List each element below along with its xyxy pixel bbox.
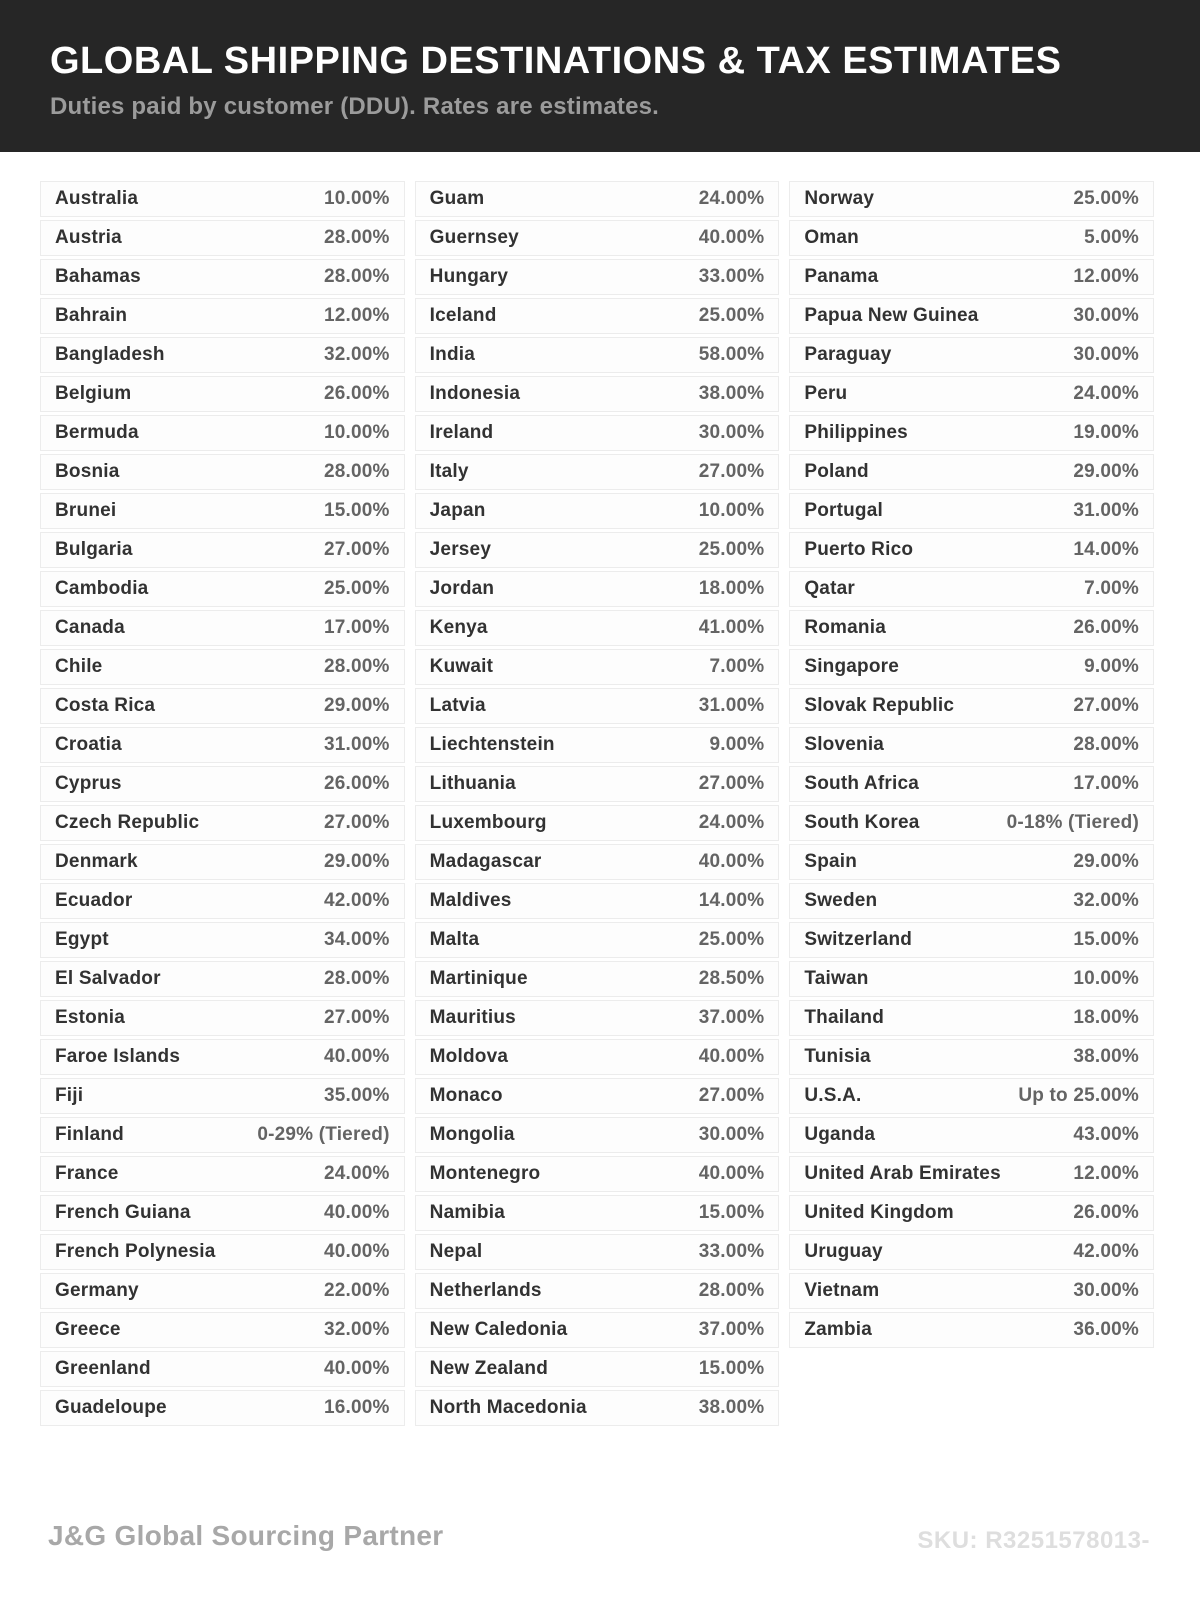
table-row <box>789 1312 1154 1348</box>
country-name: El Salvador <box>55 968 161 989</box>
table-row <box>40 922 405 958</box>
rate-value: 40.00% <box>324 1202 390 1223</box>
rate-value: 0-29% (Tiered) <box>257 1124 390 1145</box>
rate-value: 31.00% <box>324 734 390 755</box>
country-name: Kenya <box>429 617 488 638</box>
rate-value: 28.00% <box>1073 734 1139 755</box>
rate-value: 16.00% <box>324 1397 390 1418</box>
rate-value: 42.00% <box>324 890 390 911</box>
table-row <box>789 532 1154 568</box>
rate-value: 15.00% <box>1073 929 1139 950</box>
table-row <box>40 493 405 529</box>
table-row <box>415 571 780 607</box>
rate-value: 9.00% <box>709 734 765 755</box>
rate-value: 24.00% <box>1073 383 1139 404</box>
rate-value: 28.00% <box>324 656 390 677</box>
country-name: Ireland <box>429 422 494 443</box>
country-name: Martinique <box>429 968 528 989</box>
country-name: Paraguay <box>804 344 892 365</box>
country-name: Indonesia <box>429 383 521 404</box>
country-name: Uganda <box>804 1124 876 1145</box>
country-name: Ecuador <box>55 890 133 911</box>
table-row <box>789 376 1154 412</box>
table-row <box>40 415 405 451</box>
table-row <box>40 727 405 763</box>
rate-value: 26.00% <box>324 383 390 404</box>
table-row <box>415 1312 780 1348</box>
table-row <box>415 298 780 334</box>
rate-value: 33.00% <box>698 266 765 287</box>
rate-value: 27.00% <box>1073 695 1139 716</box>
table-row <box>415 337 780 373</box>
rate-value: 27.00% <box>698 1085 765 1106</box>
table-row <box>40 649 405 685</box>
country-name: Latvia <box>429 695 486 716</box>
rate-value: 25.00% <box>698 539 765 560</box>
rate-value: Up to 25.00% <box>1018 1085 1139 1106</box>
table-row <box>40 298 405 334</box>
country-name: Oman <box>804 227 859 248</box>
country-name: Qatar <box>804 578 855 599</box>
country-name: Luxembourg <box>429 812 547 833</box>
table-row <box>789 571 1154 607</box>
rate-value: 40.00% <box>698 1046 765 1067</box>
rate-value: 27.00% <box>324 1007 390 1028</box>
rate-value: 14.00% <box>1073 539 1139 560</box>
table-row <box>40 805 405 841</box>
rate-value: 15.00% <box>324 500 390 521</box>
rate-value: 42.00% <box>1073 1241 1139 1262</box>
country-name: Switzerland <box>804 929 913 950</box>
table-row <box>789 181 1154 217</box>
rate-value: 34.00% <box>324 929 390 950</box>
country-name: Brunei <box>55 500 117 521</box>
table-column-2 <box>415 181 780 1429</box>
footer-brand: J&G Global Sourcing Partner <box>48 1520 444 1551</box>
table-row <box>40 376 405 412</box>
rate-value: 38.00% <box>698 383 765 404</box>
table-row <box>789 1156 1154 1192</box>
country-name: Australia <box>55 188 139 209</box>
table-row <box>789 649 1154 685</box>
country-name: Italy <box>429 461 469 482</box>
country-name: Estonia <box>55 1007 126 1028</box>
rate-value: 30.00% <box>698 422 765 443</box>
country-name: Guernsey <box>429 227 519 248</box>
country-name: Zambia <box>804 1319 873 1340</box>
table-row <box>40 883 405 919</box>
rate-value: 58.00% <box>698 344 765 365</box>
table-row <box>40 571 405 607</box>
rate-value: 27.00% <box>324 812 390 833</box>
rate-value: 28.00% <box>324 968 390 989</box>
rate-value: 27.00% <box>698 461 765 482</box>
table-row <box>415 532 780 568</box>
header-banner <box>0 0 1200 152</box>
table-row <box>40 337 405 373</box>
rate-value: 10.00% <box>1073 968 1139 989</box>
table-row <box>789 883 1154 919</box>
rate-value: 12.00% <box>1073 266 1139 287</box>
country-name: Germany <box>55 1280 139 1301</box>
footer-sku: SKU: R3251578013- <box>917 1527 1150 1554</box>
table-row <box>789 688 1154 724</box>
table-row <box>40 1039 405 1075</box>
table-row <box>789 1273 1154 1309</box>
table-row <box>40 181 405 217</box>
rate-value: 24.00% <box>698 188 765 209</box>
rate-value: 28.00% <box>324 461 390 482</box>
country-name: Papua New Guinea <box>804 305 979 326</box>
rate-value: 15.00% <box>698 1358 765 1379</box>
country-name: Egypt <box>55 929 109 950</box>
country-name: Faroe Islands <box>55 1046 181 1067</box>
rate-value: 18.00% <box>698 578 765 599</box>
rate-value: 9.00% <box>1084 656 1139 677</box>
country-name: Bulgaria <box>55 539 133 560</box>
table-row <box>415 649 780 685</box>
table-row <box>789 766 1154 802</box>
rate-value: 38.00% <box>698 1397 765 1418</box>
country-name: New Zealand <box>429 1358 548 1379</box>
table-row <box>415 493 780 529</box>
rate-value: 40.00% <box>324 1046 390 1067</box>
table-row <box>40 766 405 802</box>
table-row <box>40 259 405 295</box>
rate-value: 37.00% <box>698 1319 765 1340</box>
rate-value: 25.00% <box>698 305 765 326</box>
rate-value: 29.00% <box>324 851 390 872</box>
table-row <box>789 805 1154 841</box>
country-name: Bermuda <box>55 422 139 443</box>
table-row <box>789 1195 1154 1231</box>
country-name: United Arab Emirates <box>804 1163 1001 1184</box>
country-name: Liechtenstein <box>429 734 555 755</box>
table-row <box>789 1039 1154 1075</box>
rate-value: 40.00% <box>324 1241 390 1262</box>
country-name: Uruguay <box>804 1241 883 1262</box>
rate-value: 27.00% <box>698 773 765 794</box>
table-row <box>415 1234 780 1270</box>
table-row <box>40 688 405 724</box>
rate-value: 32.00% <box>324 1319 390 1340</box>
country-name: Lithuania <box>429 773 516 794</box>
rate-value: 17.00% <box>1073 773 1139 794</box>
country-name: Mongolia <box>429 1124 515 1145</box>
country-name: Sweden <box>804 890 878 911</box>
table-row <box>40 844 405 880</box>
table-row <box>789 337 1154 373</box>
rate-value: 28.50% <box>698 968 765 989</box>
country-name: Portugal <box>804 500 883 521</box>
rate-value: 27.00% <box>324 539 390 560</box>
country-name: Chile <box>55 656 103 677</box>
country-name: French Guiana <box>55 1202 191 1223</box>
rate-value: 40.00% <box>698 1163 765 1184</box>
rate-value: 29.00% <box>324 695 390 716</box>
table-row <box>40 1312 405 1348</box>
rate-value: 32.00% <box>324 344 390 365</box>
table-row <box>40 532 405 568</box>
country-name: Fiji <box>55 1085 84 1106</box>
table-row <box>40 1000 405 1036</box>
table-row <box>40 1351 405 1387</box>
page-title: GLOBAL SHIPPING DESTINATIONS & TAX ESTIMATES <box>50 40 1062 82</box>
table-row <box>789 1000 1154 1036</box>
table-row <box>789 454 1154 490</box>
country-name: South Korea <box>804 812 920 833</box>
table-row <box>415 1351 780 1387</box>
table-row <box>40 220 405 256</box>
country-name: Guam <box>429 188 485 209</box>
country-name: Spain <box>804 851 858 872</box>
table-row <box>415 415 780 451</box>
country-name: Iceland <box>429 305 497 326</box>
rate-value: 24.00% <box>324 1163 390 1184</box>
country-name: Croatia <box>55 734 122 755</box>
country-name: France <box>55 1163 119 1184</box>
country-name: Vietnam <box>804 1280 880 1301</box>
country-name: Czech Republic <box>55 812 200 833</box>
country-name: Peru <box>804 383 848 404</box>
table-row <box>415 883 780 919</box>
rate-value: 36.00% <box>1073 1319 1139 1340</box>
rate-value: 25.00% <box>698 929 765 950</box>
table-row <box>789 961 1154 997</box>
country-name: Slovenia <box>804 734 885 755</box>
table-row <box>415 376 780 412</box>
country-name: Hungary <box>429 266 509 287</box>
table-row <box>415 259 780 295</box>
table-row <box>415 1000 780 1036</box>
rate-value: 37.00% <box>698 1007 765 1028</box>
rate-value: 43.00% <box>1073 1124 1139 1145</box>
table-row <box>789 610 1154 646</box>
rate-value: 40.00% <box>324 1358 390 1379</box>
table-row <box>415 922 780 958</box>
country-name: Greece <box>55 1319 121 1340</box>
country-name: Bahamas <box>55 266 141 287</box>
table-row <box>415 805 780 841</box>
country-name: Bahrain <box>55 305 128 326</box>
rate-value: 25.00% <box>324 578 390 599</box>
country-name: Jersey <box>429 539 492 560</box>
table-row <box>415 1078 780 1114</box>
table-row <box>415 1039 780 1075</box>
country-name: South Africa <box>804 773 919 794</box>
country-name: Malta <box>429 929 480 950</box>
page-subtitle: Duties paid by customer (DDU). Rates are estimates. <box>50 93 660 120</box>
table-row <box>415 961 780 997</box>
rate-value: 30.00% <box>1073 1280 1139 1301</box>
country-name: Slovak Republic <box>804 695 955 716</box>
country-name: Kuwait <box>429 656 494 677</box>
table-row <box>415 181 780 217</box>
country-name: Finland <box>55 1124 124 1145</box>
country-name: Philippines <box>804 422 908 443</box>
country-name: Bosnia <box>55 461 120 482</box>
rate-value: 17.00% <box>324 617 390 638</box>
country-name: Maldives <box>429 890 512 911</box>
rate-value: 19.00% <box>1073 422 1139 443</box>
table-row <box>415 1117 780 1153</box>
country-name: Mauritius <box>429 1007 516 1028</box>
rate-value: 29.00% <box>1073 851 1139 872</box>
table-row <box>40 1078 405 1114</box>
country-name: Costa Rica <box>55 695 156 716</box>
rate-value: 10.00% <box>698 500 765 521</box>
table-row <box>415 727 780 763</box>
rate-value: 29.00% <box>1073 461 1139 482</box>
table-row <box>415 454 780 490</box>
country-name: Moldova <box>429 1046 509 1067</box>
table-row <box>789 922 1154 958</box>
table-row <box>415 844 780 880</box>
table-row <box>415 1156 780 1192</box>
country-name: Montenegro <box>429 1163 541 1184</box>
table-row <box>40 1156 405 1192</box>
rate-value: 15.00% <box>698 1202 765 1223</box>
rate-value: 18.00% <box>1073 1007 1139 1028</box>
table-row <box>415 1390 780 1426</box>
table-row <box>789 493 1154 529</box>
rate-value: 12.00% <box>324 305 390 326</box>
rate-value: 5.00% <box>1084 227 1139 248</box>
country-name: United Kingdom <box>804 1202 954 1223</box>
country-name: Jordan <box>429 578 495 599</box>
country-name: New Caledonia <box>429 1319 568 1340</box>
table-row <box>40 610 405 646</box>
table-row <box>415 688 780 724</box>
country-name: Romania <box>804 617 886 638</box>
table-row <box>415 766 780 802</box>
rate-value: 10.00% <box>324 422 390 443</box>
country-name: Guadeloupe <box>55 1397 167 1418</box>
rate-value: 10.00% <box>324 188 390 209</box>
table-row <box>415 1273 780 1309</box>
country-name: Canada <box>55 617 125 638</box>
country-name: Tunisia <box>804 1046 871 1067</box>
table-row <box>789 298 1154 334</box>
country-name: Norway <box>804 188 875 209</box>
table-row <box>789 1234 1154 1270</box>
country-name: Belgium <box>55 383 132 404</box>
table-row <box>789 220 1154 256</box>
rate-value: 40.00% <box>698 851 765 872</box>
rate-value: 31.00% <box>1073 500 1139 521</box>
rate-value: 14.00% <box>698 890 765 911</box>
country-name: Netherlands <box>429 1280 542 1301</box>
country-name: Cambodia <box>55 578 149 599</box>
rate-value: 41.00% <box>698 617 765 638</box>
table-row <box>40 1117 405 1153</box>
table-row <box>789 727 1154 763</box>
table-row <box>415 610 780 646</box>
rate-value: 7.00% <box>709 656 765 677</box>
country-name: Monaco <box>429 1085 503 1106</box>
table-row <box>789 1078 1154 1114</box>
table-column-1 <box>40 181 405 1429</box>
table-row <box>40 961 405 997</box>
country-name: Denmark <box>55 851 138 872</box>
country-name: French Polynesia <box>55 1241 216 1262</box>
rate-value: 28.00% <box>324 266 390 287</box>
rate-value: 30.00% <box>1073 305 1139 326</box>
rate-value: 38.00% <box>1073 1046 1139 1067</box>
table-column-3 <box>789 181 1154 1429</box>
rate-value: 33.00% <box>698 1241 765 1262</box>
country-name: Thailand <box>804 1007 885 1028</box>
table-row <box>40 1273 405 1309</box>
country-name: Poland <box>804 461 869 482</box>
shipping-rates-table <box>40 181 1154 1429</box>
country-name: Puerto Rico <box>804 539 914 560</box>
rate-value: 30.00% <box>698 1124 765 1145</box>
country-name: North Macedonia <box>429 1397 587 1418</box>
rate-value: 0-18% (Tiered) <box>1006 812 1139 833</box>
country-name: Bangladesh <box>55 344 165 365</box>
rate-value: 12.00% <box>1073 1163 1139 1184</box>
rate-value: 24.00% <box>698 812 765 833</box>
country-name: Japan <box>429 500 486 521</box>
rate-value: 26.00% <box>1073 617 1139 638</box>
rate-value: 7.00% <box>1084 578 1139 599</box>
rate-value: 25.00% <box>1073 188 1139 209</box>
table-row <box>40 1234 405 1270</box>
rate-value: 26.00% <box>324 773 390 794</box>
rate-value: 35.00% <box>324 1085 390 1106</box>
table-row <box>40 1195 405 1231</box>
country-name: India <box>429 344 475 365</box>
rate-value: 30.00% <box>1073 344 1139 365</box>
table-row <box>40 1390 405 1426</box>
rate-value: 32.00% <box>1073 890 1139 911</box>
country-name: Cyprus <box>55 773 122 794</box>
rate-value: 40.00% <box>698 227 765 248</box>
country-name: Madagascar <box>429 851 542 872</box>
country-name: Austria <box>55 227 122 248</box>
country-name: Nepal <box>429 1241 483 1262</box>
rate-value: 28.00% <box>324 227 390 248</box>
table-row <box>415 1195 780 1231</box>
rate-value: 26.00% <box>1073 1202 1139 1223</box>
table-row <box>415 220 780 256</box>
country-name: Panama <box>804 266 879 287</box>
table-row <box>40 454 405 490</box>
country-name: Taiwan <box>804 968 869 989</box>
table-row <box>789 1117 1154 1153</box>
rate-value: 31.00% <box>698 695 765 716</box>
table-row <box>789 415 1154 451</box>
country-name: U.S.A. <box>804 1085 862 1106</box>
country-name: Namibia <box>429 1202 505 1223</box>
country-name: Greenland <box>55 1358 151 1379</box>
country-name: Singapore <box>804 656 900 677</box>
table-row <box>789 844 1154 880</box>
table-row <box>789 259 1154 295</box>
rate-value: 28.00% <box>698 1280 765 1301</box>
rate-value: 22.00% <box>324 1280 390 1301</box>
